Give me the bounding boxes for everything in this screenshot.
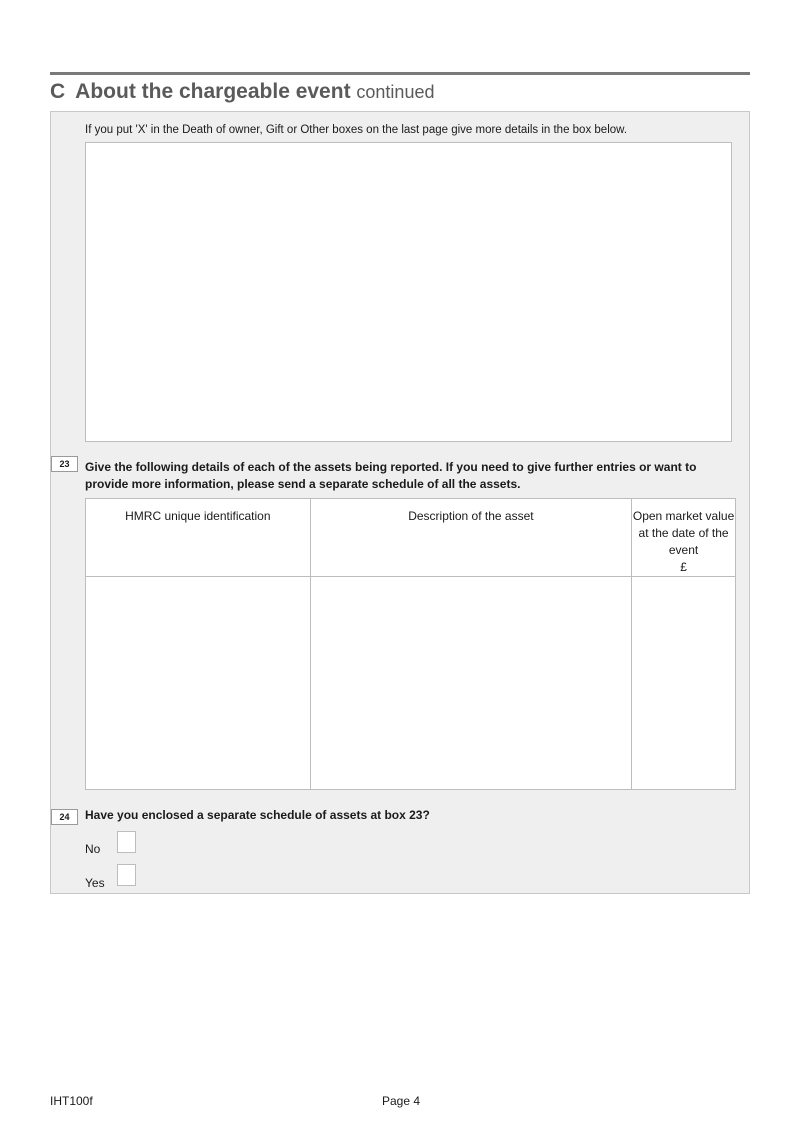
section-title: About the chargeable event: [75, 80, 351, 103]
option-no-checkbox[interactable]: [117, 831, 136, 853]
option-yes-label: Yes: [85, 876, 105, 890]
section-letter: C: [50, 80, 66, 103]
assets-table-header: [86, 499, 736, 577]
hmrc-id-cell[interactable]: [86, 577, 311, 790]
column-header-description: Description of the asset: [310, 499, 631, 577]
question-24-text: Have you enclosed a separate schedule of assets at box 23?: [85, 808, 430, 822]
question-23-number: 23: [51, 456, 78, 472]
section-heading: [50, 80, 434, 104]
details-text-box[interactable]: [85, 142, 732, 442]
question-23-text: Give the following details of each of the assets being reported. If you need to give further entries or want to provide more information, please send a separate schedule of all the assets.: [85, 460, 697, 491]
question-24-number: 24: [51, 809, 78, 825]
column-header-hmrc-id: HMRC unique identification: [86, 499, 311, 577]
option-no-label: No: [85, 842, 101, 856]
assets-table: [85, 498, 736, 790]
section-top-rule: [50, 72, 750, 75]
market-value-cell[interactable]: [632, 577, 736, 790]
column-header-market-value: [632, 499, 736, 577]
description-cell[interactable]: [310, 577, 631, 790]
currency-unit: £: [680, 560, 687, 574]
section-continued: continued: [356, 82, 435, 102]
table-row: [86, 577, 736, 790]
column-header-market-value-label: Open market value at the date of the event: [632, 509, 735, 557]
option-yes-checkbox[interactable]: [117, 864, 136, 886]
form-code: IHT100f: [50, 1094, 93, 1108]
page-number: Page 4: [382, 1094, 421, 1108]
intro-text: If you put 'X' in the Death of owner, Gift or Other boxes on the last page give more details in the box below.: [85, 124, 628, 136]
